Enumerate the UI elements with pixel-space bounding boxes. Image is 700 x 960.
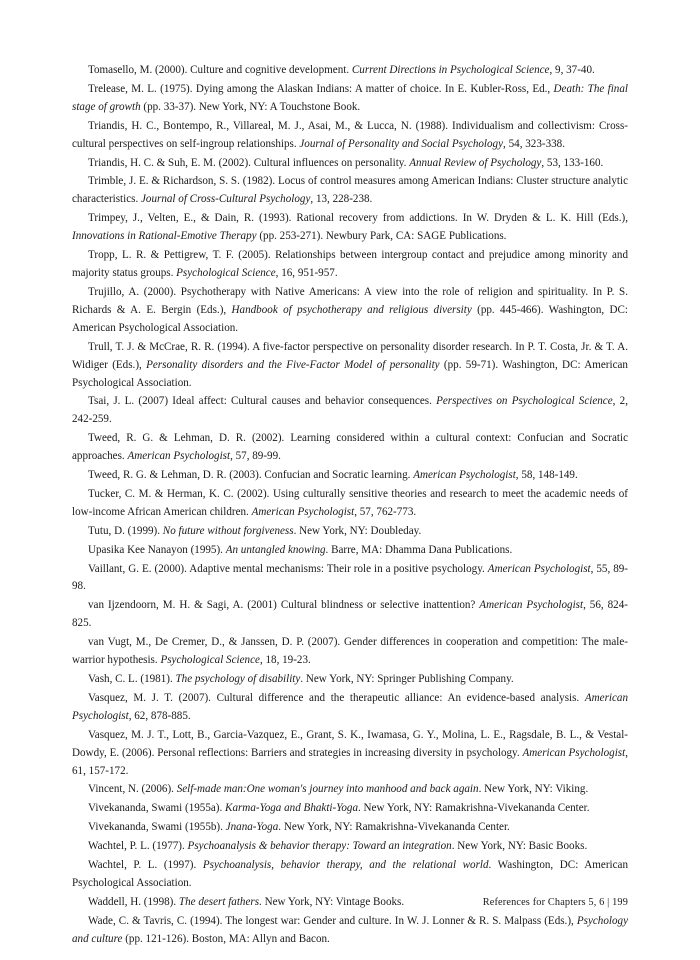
reference-entry: Trimpey, J., Velten, E., & Dain, R. (1993). Rational recovery from addictions. In W. Dryden & L. K. Hill (Eds.), Innovations in Rational-Emotive Therapy (pp. 253-271). Newbury Park, CA: SAGE Publications. (72, 212, 628, 243)
reference-entry: van Vugt, M., De Cremer, D., & Janssen, D. P. (2007). Gender differences in cooperation and competition: The male-warrior hypothesis. Psychological Science, 18, 19-23. (72, 636, 628, 667)
reference-entry: Trull, T. J. & McCrae, R. R. (1994). A five-factor perspective on personality disorder research. In P. T. Costa, Jr. & T. A. Widiger (Eds.), Personality disorders and the Five-Factor Model of personality (pp. 59-71). Washington, DC: American Psychological Association. (72, 340, 628, 389)
reference-entry: Triandis, H. C., Bontempo, R., Villareal, M. J., Asai, M., & Lucca, N. (1988). Individualism and collectivism: Cross-cultural perspectives on self-ingroup relationships. Journal of Personality and Social Psychology, 54, 323-338. (72, 119, 628, 150)
reference-entry: Trelease, M. L. (1975). Dying among the Alaskan Indians: A matter of choice. In E. Kubler-Ross, Ed., Death: The final stage of growth (pp. 33-37). New York, NY: A Touchstone Book. (72, 82, 628, 113)
reference-entry: Tweed, R. G. & Lehman, D. R. (2002). Learning considered within a cultural context: Confucian and Socratic approaches. American Psychologist, 57, 89-99. (72, 432, 628, 463)
reference-entry: Tutu, D. (1999). No future without forgiveness. New York, NY: Doubleday. (88, 524, 422, 537)
reference-entry: Trimble, J. E. & Richardson, S. S. (1982). Locus of control measures among American Indians: Cluster structure analytic characteristics. Journal of Cross-Cultural Psychology, 13, 228-238. (72, 175, 628, 206)
reference-entry: Wade, C. & Tavris, C. (1994). The longest war: Gender and culture. In W. J. Lonner & R. S. Malpass (Eds.), Psychology and culture (pp. 121-126). Boston, MA: Allyn and Bacon. (72, 914, 628, 945)
reference-entry: Upasika Kee Nanayon (1995). An untangled knowing. Barre, MA: Dhamma Dana Publications. (88, 543, 513, 556)
reference-entry: Vincent, N. (2006). Self-made man:One woman's journey into manhood and back again. New York, NY: Viking. (88, 783, 589, 796)
reference-entry: Vasquez, M. J. T. (2007). Cultural difference and the therapeutic alliance: An evidence-based analysis. American Psychologist, 62, 878-885. (72, 691, 628, 722)
reference-entry: Tucker, C. M. & Herman, K. C. (2002). Using culturally sensitive theories and research to meet the academic needs of low-income African American children. American Psychologist, 57, 762-773. (72, 487, 628, 518)
reference-entry: Vasquez, M. J. T., Lott, B., Garcia-Vazquez, E., Grant, S. K., Iwamasa, G. Y., Molina, L. E., Ragsdale, B. L., & Vestal-Dowdy, E. (2006). Personal reflections: Barriers and strategies in increasing diversity in psychology. American Psychologist, 61, 157-172. (72, 728, 628, 777)
reference-entry: Tsai, J. L. (2007) Ideal affect: Cultural causes and behavior consequences. Perspectives on Psychological Science, 2, 242-259. (72, 395, 628, 426)
reference-entry: Waddell, H. (1998). The desert fathers. New York, NY: Vintage Books. (88, 895, 405, 908)
reference-entry: Vash, C. L. (1981). The psychology of disability. New York, NY: Springer Publishing Company. (88, 673, 514, 685)
reference-entry: Tweed, R. G. & Lehman, D. R. (2003). Confucian and Socratic learning. American Psychologist, 58, 148-149. (88, 469, 578, 482)
reference-entry: van Ijzendoorn, M. H. & Sagi, A. (2001) Cultural blindness or selective inattention? American Psychologist, 56, 824-825. (72, 599, 628, 630)
reference-entry: Triandis, H. C. & Suh, E. M. (2002). Cultural influences on personality. Annual Review of Psychology, 53, 133-160. (88, 156, 604, 169)
reference-entry: Trujillo, A. (2000). Psychotherapy with Native Americans: A view into the role of religion and spirituality. In P. S. Richards & A. E. Bergin (Eds.), Handbook of psychotherapy and religious diversity (pp. 445-466). Washington, DC: American Psychological Association. (72, 285, 629, 334)
reference-entry: Vivekananda, Swami (1955b). Jnana-Yoga. New York, NY: Ramakrishna-Vivekananda Center. (88, 821, 510, 834)
reference-entry: Vivekananda, Swami (1955a). Karma-Yoga and Bhakti-Yoga. New York, NY: Ramakrishna-Vivekananda Center. (88, 802, 590, 815)
reference-entry: Tropp, L. R. & Pettigrew, T. F. (2005). Relationships between intergroup contact and prejudice among minority and majority status groups. Psychological Science, 16, 951-957. (72, 249, 628, 279)
reference-entry: Wachtel, P. L. (1997). Psychoanalysis, behavior therapy, and the relational world. Washington, DC: American Psychological Association. (72, 858, 628, 889)
reference-entry: Vaillant, G. E. (2000). Adaptive mental mechanisms: Their role in a positive psychology. American Psychologist, 55, 89-98. (72, 562, 628, 593)
reference-entry: Tomasello, M. (2000). Culture and cognitive development. Current Directions in Psychological Science, 9, 37-40. (88, 64, 595, 76)
reference-entry: Wachtel, P. L. (1977). Psychoanalysis & behavior therapy: Toward an integration. New York, NY: Basic Books. (88, 840, 588, 853)
reference-list (72, 62, 628, 949)
page-footer: References for Chapters 5, 6 | 199 (482, 897, 628, 908)
